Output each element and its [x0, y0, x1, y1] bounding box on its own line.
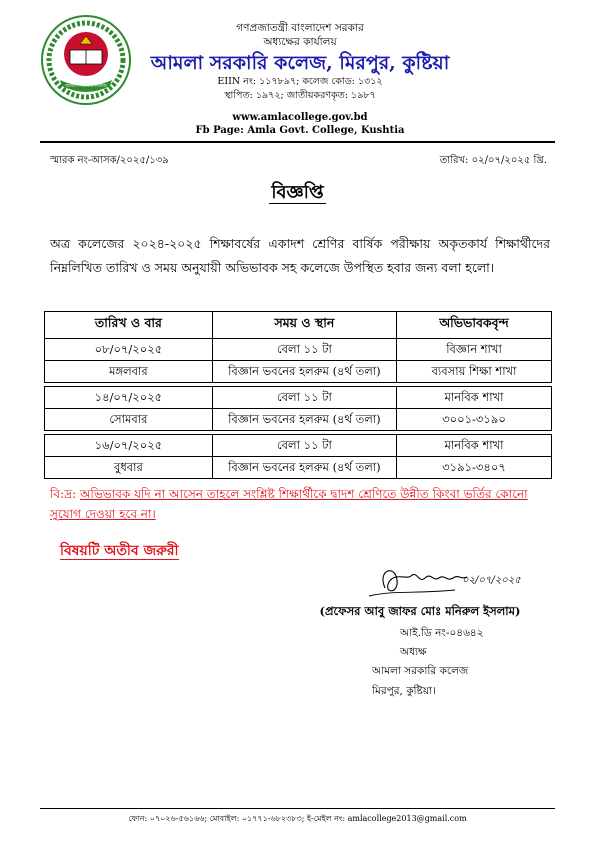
- govt-name: গণপ্রজাতন্ত্রী বাংলাদেশ সরকার: [236, 22, 364, 34]
- office-name: অধ্যক্ষের কার্যালয়: [263, 36, 337, 48]
- row-time: বেলা ১১ টা: [213, 339, 396, 361]
- signer-id: আই.ডি নং-০৪৬৪২: [400, 627, 484, 639]
- note-prefix: বি:দ্র:: [50, 487, 77, 501]
- row-day: বুধবার: [113, 460, 143, 474]
- college-logo: [40, 14, 132, 106]
- signer-college: আমলা সরকারি কলেজ: [372, 665, 469, 677]
- header-guardians: অভিভাবকবৃন্দ: [396, 312, 551, 339]
- notice-body: অত্র কলেজের ২০২৪-২০২৫ শিক্ষাবর্ষের একাদশ শ্রেণির বার্ষিক পরীক্ষায় অকৃতকার্য শিক্ষার্থীদের নিম্নলিখিত তারিখ ও সময় অনুযায়ী অভিভাবক সহ কলেজে উপস্থিত হবার জন্য বলা হলো।: [50, 236, 550, 275]
- row-group: মানবিক শাখা: [397, 387, 551, 409]
- row-day: মঙ্গলবার: [109, 364, 148, 378]
- header-divider: [40, 141, 555, 143]
- notice-title-text: বিজ্ঞপ্তি: [271, 182, 324, 203]
- header-time-place: সময় ও স্থান: [212, 312, 396, 339]
- row-date: ০৮/০৭/২০২৫: [45, 339, 212, 361]
- memo-number: স্মারক নং-আসক/২০২৫/১৩৯: [50, 155, 169, 166]
- notice-date: তারিখ: ০২/০৭/২০২৫ খ্রি.: [439, 155, 547, 166]
- row-date: ১৪/০৭/২০২৫: [45, 387, 212, 409]
- signer-place: মিরপুর, কুষ্টিয়া।: [372, 685, 436, 697]
- row-group: মানবিক শাখা: [397, 435, 551, 457]
- row-time: বেলা ১১ টা: [213, 435, 396, 457]
- schedule-table: [44, 311, 552, 479]
- facebook-page[interactable]: Fb Page: Amla Govt. College, Kushtia: [195, 125, 405, 136]
- signer-designation: অধ্যক্ষ: [400, 646, 427, 658]
- urgent-text: বিষয়টি অতীব জরুরী: [60, 543, 179, 559]
- footer-divider: [40, 808, 555, 809]
- signature-date: ০২/০৭/২০২৫: [462, 575, 521, 586]
- svg-text:আমলা সরকারি কলেজ: আমলা সরকারি কলেজ: [65, 84, 107, 89]
- college-name: আমলা সরকারি কলেজ, মিরপুর, কুষ্টিয়া: [150, 52, 450, 74]
- row-place: বিজ্ঞান ভবনের হলরুম (৪র্থ তলা): [228, 460, 381, 474]
- notice-title: [0, 178, 595, 209]
- urgent-label: [60, 539, 179, 563]
- row-day: সোমবার: [109, 412, 148, 426]
- table-header-row: [45, 312, 552, 339]
- footer-contact: ফোন: ০৭০২৬-৫৬১৬৬; মোবাইল: ০১৭৭১-৬৮২৩৮৩; ই-মেইল নং: amlacollege2013@gmail.com: [128, 814, 467, 823]
- row-time: বেলা ১১ টা: [213, 387, 396, 409]
- establishment-info: স্থাপিত: ১৯৭২; জাতীয়করণকৃত: ১৯৮৭: [224, 90, 376, 101]
- row-place: বিজ্ঞান ভবনের হলরুম (৪র্থ তলা): [228, 364, 381, 378]
- table-row: [45, 435, 552, 479]
- table-row: [45, 387, 552, 431]
- signer-name: (প্রফেসর আবু জাফর মোঃ মনিরুল ইসলাম): [319, 604, 521, 618]
- row-group-detail: ৩০০১-৩১৯০: [442, 412, 506, 426]
- website-link[interactable]: www.amlacollege.gov.bd: [232, 112, 368, 123]
- row-group-detail: ব্যবসায় শিক্ষা শাখা: [431, 364, 517, 378]
- header-date-day: তারিখ ও বার: [45, 312, 213, 339]
- row-group: বিজ্ঞান শাখা: [397, 339, 551, 361]
- note-text: অভিভাবক যদি না আসেন তাহলে সংশ্লিষ্ট শিক্ষার্থীকে দ্বাদশ শ্রেণিতে উন্নীত কিংবা ভর্তির কোনো সুযোগ দেওয়া হবে না।: [50, 487, 528, 521]
- table-row: [45, 339, 552, 383]
- note-block: [50, 484, 550, 524]
- row-place: বিজ্ঞান ভবনের হলরুম (৪র্থ তলা): [228, 412, 381, 426]
- row-group-detail: ৩১৯১-৩৪০৭: [442, 460, 506, 474]
- eiin-code: EIIN নং: ১১৭৮৯৭; কলেজ কোড: ১৩১২: [217, 76, 383, 87]
- row-date: ১৬/০৭/২০২৫: [45, 435, 212, 457]
